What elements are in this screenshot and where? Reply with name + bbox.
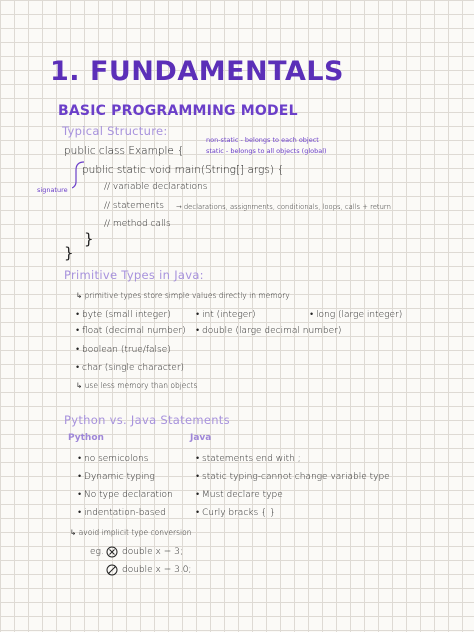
column-label-java: Java <box>190 433 212 443</box>
code-main-signature: public static void main(String[] args) { <box>82 164 284 176</box>
code-comment-method-calls: // method calls <box>104 219 171 229</box>
type-double: • double (large decimal number) <box>196 326 342 336</box>
python-item-2: • Dynamic typing <box>78 472 155 482</box>
code-inner-close-brace: } <box>84 230 94 248</box>
java-item-2: • static typing-cannot change variable type <box>196 472 390 482</box>
type-int: • int (integer) <box>196 310 256 320</box>
type-float: • float (decimal number) <box>76 326 186 336</box>
note-statements-detail: → declarations, assignments, conditionals, loops, calls + return <box>176 203 391 211</box>
java-item-1: • statements end with ; <box>196 454 301 464</box>
primitive-types-intro: ↳ primitive types store simple values directly in memory <box>76 291 290 300</box>
primitive-types-footer: ↳ use less memory than objects <box>76 381 198 390</box>
type-char: • char (single character) <box>76 363 185 373</box>
code-comment-variables: // variable declarations <box>104 182 208 192</box>
example-bad-code: double x = 3; <box>122 547 183 557</box>
code-comment-statements: // statements <box>104 201 164 211</box>
example-good-code: double x = 3.0; <box>122 565 192 575</box>
subheading-typical-structure: Typical Structure: <box>62 124 168 138</box>
python-item-3: • No type declaration <box>78 490 173 500</box>
code-outer-close-brace: } <box>64 244 74 262</box>
note-signature: signature <box>37 186 68 194</box>
page-title: 1. FUNDAMENTALS <box>50 56 344 87</box>
avoid-implicit-conversion: ↳ avoid implicit type conversion <box>70 528 192 537</box>
type-boolean: • boolean (true/false) <box>76 345 171 355</box>
correct-slash-icon <box>106 564 118 576</box>
column-label-python: Python <box>68 433 104 443</box>
section-heading-basic-programming-model: BASIC PROGRAMMING MODEL <box>58 103 298 119</box>
java-item-4: • Curly bracks { } <box>196 508 276 518</box>
subheading-python-vs-java: Python vs. Java Statements <box>64 413 230 427</box>
wrong-cross-icon <box>106 546 118 558</box>
signature-bracket-icon <box>72 160 86 190</box>
java-item-3: • Must declare type <box>196 490 283 500</box>
example-label: eg. <box>90 547 104 557</box>
note-non-static: non-static - belongs to each object <box>206 136 319 144</box>
python-item-4: • indentation-based <box>78 508 166 518</box>
type-long: • long (large integer) <box>310 310 403 320</box>
python-item-1: • no semicolons <box>78 454 149 464</box>
code-class-declaration: public class Example { <box>64 145 184 157</box>
note-static: static - belongs to all objects (global) <box>206 147 327 155</box>
subheading-primitive-types: Primitive Types in Java: <box>64 268 204 282</box>
type-byte: • byte (small integer) <box>76 310 171 320</box>
